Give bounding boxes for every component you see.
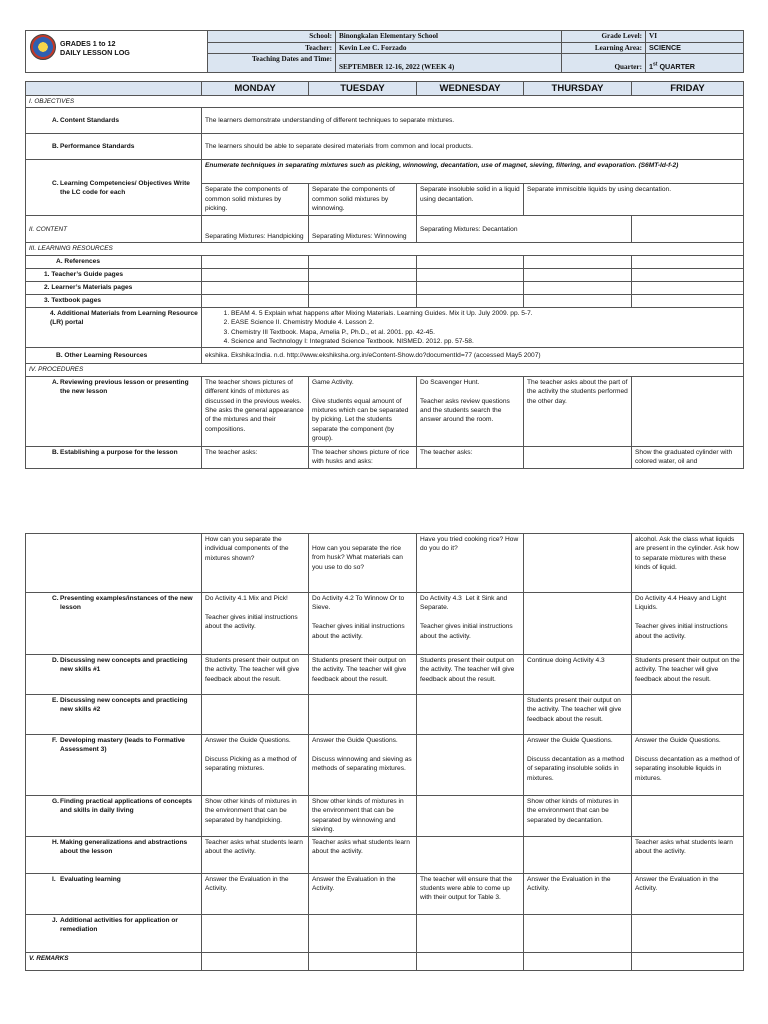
proc-b-tuesday: The teacher shows picture of rice with husks and asks:	[309, 446, 417, 468]
proc-a-thursday: The teacher asks about the part of the activity the students performed the other day.	[524, 376, 632, 446]
day-header-row	[26, 82, 744, 96]
proc-g-thursday: Show other kinds of mixtures in the environment that can be separated by decantation.	[524, 796, 632, 837]
section-resources: III. LEARNING RESOURCES	[26, 243, 744, 255]
row-learners-materials: 2. Learner’s Materials pages	[26, 281, 744, 294]
lc-wednesday: Separate insoluble solid in a liquid using decantation.	[417, 184, 524, 216]
row-content-standards: A.Content Standards The learners demonstrate understanding of different techniques to separate mixtures.	[26, 108, 744, 134]
proc-f-monday: Answer the Guide Questions. Discuss Picking as a method of separating mixtures.	[202, 735, 309, 796]
lc-monday: Separate the components of common solid mixtures by picking.	[202, 184, 309, 216]
day-monday: MONDAY	[202, 82, 309, 96]
proc-d-wednesday: Students present their output on the activity. The teacher will give feedback about the result.	[417, 655, 524, 695]
proc-h-friday: Teacher asks what students learn about the activity.	[632, 836, 744, 873]
dates-label: Teaching Dates and Time:	[208, 54, 336, 73]
proc-g-monday: Show other kinds of mixtures in the environment that can be separated by handpicking.	[202, 796, 309, 837]
proc-e-thursday: Students present their output on the activity. The teacher will give feedback about the result.	[524, 695, 632, 735]
proc-b-cont-tuesday: How can you separate the rice from husk? What materials can you use to do so?	[309, 534, 417, 593]
dates-value: SEPTEMBER 12-16, 2022 (WEEK 4)	[336, 54, 562, 73]
section-procedures: IV. PROCEDURES	[26, 364, 744, 376]
teacher-value: Kevin Lee C. Forzado	[336, 42, 562, 54]
teacher-label: Teacher:	[208, 42, 336, 54]
proc-c-wednesday: Do Activity 4.3 Let it Sink and Separate. Teacher gives initial instructions about the activity.	[417, 593, 524, 655]
row-proc-j: J. Additional activities for application or remediation	[26, 914, 744, 952]
grade-label: Grade Level:	[562, 31, 646, 43]
lc-text: Enumerate techniques in separating mixtures such as picking, winnowing, decantation, use of magnet, sieving, filtering, and evaporation. (S6MT-Id-f-2)	[202, 160, 744, 184]
row-other-resources: B. Other Learning Resources ekshika. Ekshika:India. n.d. http://www.ekshiksha.org.in/eContent-Show.do?documentId=77 (accessed May5 2007)	[26, 348, 744, 364]
row-teachers-guide: 1. Teacher’s Guide pages	[26, 268, 744, 281]
references-list	[202, 307, 744, 348]
grade-value: VI	[646, 31, 744, 43]
proc-d-thursday: Continue doing Activity 4.3	[524, 655, 632, 695]
day-thursday: THURSDAY	[524, 82, 632, 96]
proc-f-tuesday: Answer the Guide Questions. Discuss winnowing and sieving as methods of separating mixtures.	[309, 735, 417, 796]
row-proc-h: H.Making generalizations and abstractions about the lesson Teacher asks what students learn about the activity. Teacher asks what students learn about the activity. Teacher asks what students learn about the activity.	[26, 836, 744, 873]
day-wednesday: WEDNESDAY	[417, 82, 524, 96]
day-tuesday: TUESDAY	[309, 82, 417, 96]
content-wednesday: Separating Mixtures: Decantation	[417, 216, 632, 243]
row-proc-f: F. Developing mastery (leads to Formative Assessment 3) Answer the Guide Questions. Discuss Picking as a method of separating mixtures. Answer the Guide Questions. Discuss winnowing and sieving as methods of separating mixtures. Answer the Guide Questions. Discuss decantation as a method of separating insoluble solids in mixtures. Answer the Guide Questions. Discuss decantation as a method of separating insoluble liquids in mixtures.	[26, 735, 744, 796]
proc-c-tuesday: Do Activity 4.2 To Winnow Or to Sieve. Teacher gives initial instructions about the activity.	[309, 593, 417, 655]
proc-b-cont-wednesday: Have you tried cooking rice? How do you do it?	[417, 534, 524, 593]
quarter-value: 1st QUARTER	[646, 54, 744, 73]
row-learning-competencies: C.Learning Competencies/ Objectives Write the LC code for each Enumerate techniques in separating mixtures such as picking, winnowing, decantation, use of magnet, sieving, filtering, and evaporation. (S6MT-Id-f-2)	[26, 160, 744, 184]
lesson-log-page-2	[25, 533, 743, 971]
proc-b-cont-monday: How can you separate the individual components of the mixtures shown?	[202, 534, 309, 593]
proc-d-tuesday: Students present their output on the activity. The teacher will give feedback about the result.	[309, 655, 417, 695]
row-textbook: 3. Textbook pages	[26, 294, 744, 307]
area-label: Learning Area:	[562, 42, 646, 54]
lc-tuesday: Separate the components of common solid mixtures by winnowing.	[309, 184, 417, 216]
proc-c-friday: Do Activity 4.4 Heavy and Light Liquids. Teacher gives initial instructions about the activity.	[632, 593, 744, 655]
row-proc-a: A.Reviewing previous lesson or presenting the new lesson The teacher shows pictures of different kinds of mixtures as discussed in the previous weeks. She asks the general appearance of the mixtures and their compositions. Game Activity. Give students equal amount of mixtures which can be separated by picking. Let the students separate the component (by group). Do Scavenger Hunt. Teacher asks review questions and the students search the answer around the room. The teacher asks about the part of the activity the students performed the other day.	[26, 376, 744, 446]
row-proc-c: C.Presenting examples/instances of the new lesson Do Activity 4.1 Mix and Pick! Teacher gives initial instructions about the activity. Do Activity 4.2 To Winnow Or to Sieve. Teacher gives initial instructions about the activity. Do Activity 4.3 Let it Sink and Separate. Teacher gives initial instructions about the activity. Do Activity 4.4 Heavy and Light Liquids. Teacher gives initial instructions about the activity.	[26, 593, 744, 655]
proc-a-wednesday: Do Scavenger Hunt. Teacher asks review questions and the students search the answer around the room.	[417, 376, 524, 446]
proc-a-monday: The teacher shows pictures of different kinds of mixtures as discussed in the previous weeks. She asks the general appearance of the mixtures and their compositions.	[202, 376, 309, 446]
row-proc-g: G.Finding practical applications of concepts and skills in daily living Show other kinds of mixtures in the environment that can be separated by handpicking. Show other kinds of mixtures in the environment that can be separated by winnowing and sieving. Show other kinds of mixtures in the environment that can be separated by decantation.	[26, 796, 744, 837]
proc-a-tuesday: Game Activity. Give students equal amount of mixtures which can be separated by picking. Let the students separate the component (by group).	[309, 376, 417, 446]
row-remarks	[26, 952, 744, 970]
section-objectives: I. OBJECTIVES	[26, 96, 744, 108]
school-value: Binongkalan Elementary School	[336, 31, 562, 43]
row-performance-standards: B.Performance Standards The learners should be able to separate desired materials from common and local products.	[26, 134, 744, 160]
lesson-table-2	[25, 533, 744, 971]
proc-c-monday: Do Activity 4.1 Mix and Pick! Teacher gives initial instructions about the activity.	[202, 593, 309, 655]
row-references: A. References	[26, 255, 744, 268]
proc-d-monday: Students present their output on the activity. The teacher will give feedback about the result.	[202, 655, 309, 695]
proc-i-monday: Answer the Evaluation in the Activity.	[202, 873, 309, 914]
quarter-label: Quarter:	[562, 54, 646, 73]
proc-i-tuesday: Answer the Evaluation in the Activity.	[309, 873, 417, 914]
performance-standards-text: The learners should be able to separate desired materials from common and local products.	[202, 134, 744, 160]
row-proc-b: B.Establishing a purpose for the lesson The teacher asks: The teacher shows picture of rice with husks and asks: The teacher asks: Show the graduated cylinder with colored water, oil and	[26, 446, 744, 468]
reference-item: 4. Science and Technology I: Integrated Science Textbook. NISMED. 2012. pp. 57-58.	[231, 337, 740, 346]
lesson-log-page-1	[25, 30, 743, 469]
proc-b-friday: Show the graduated cylinder with colored water, oil and	[632, 446, 744, 468]
proc-i-thursday: Answer the Evaluation in the Activity.	[524, 873, 632, 914]
content-standards-text: The learners demonstrate understanding of different techniques to separate mixtures.	[202, 108, 744, 134]
reference-item: 1. BEAM 4. 5 Explain what happens after Mixing Materials. Learning Guides. Mix it Up. July 2009. pp. 5-7.	[231, 309, 740, 318]
proc-b-wednesday: The teacher asks:	[417, 446, 524, 468]
row-proc-e: E. Discussing new concepts and practicing new skills #2 Students present their output on the activity. The teacher will give feedback about the result.	[26, 695, 744, 735]
proc-b-cont-friday: alcohol. Ask the class what liquids are present in the cylinder. Ask how to separate mixtures with these kinds of liquid.	[632, 534, 744, 593]
row-content: II. CONTENT Separating Mixtures: Handpicking Separating Mixtures: Winnowing Separating Mixtures: Decantation	[26, 216, 744, 243]
lesson-table-1	[25, 81, 744, 469]
school-label: School:	[208, 31, 336, 43]
row-additional-materials: 4. Additional Materials from Learning Resource (LR) portal 1. BEAM 4. 5 Explain what happens after Mixing Materials. Learning Guides. Mix it Up. July 2009. pp. 5-7. 2. EASE Science II. Chemistry Module 4. Lesson 2. 3. Chemistry III Textbook. Mapa, Amelia P., Ph.D., et al. 2001. pp. 42-45. 4. Science and Technology I: Integrated Science Textbook. NISMED. 2012. pp. 57-58.	[26, 307, 744, 348]
proc-d-friday: Students present their output on the activity. The teacher will give feedback about the result.	[632, 655, 744, 695]
content-tuesday: Separating Mixtures: Winnowing	[309, 216, 417, 243]
row-proc-i: I. Evaluating learning Answer the Evaluation in the Activity. Answer the Evaluation in the Activity. The teacher will ensure that the students were able to come up with their output for Table 3. Answer the Evaluation in the Activity. Answer the Evaluation in the Activity.	[26, 873, 744, 914]
proc-h-tuesday: Teacher asks what students learn about the activity.	[309, 836, 417, 873]
reference-item: 3. Chemistry III Textbook. Mapa, Amelia P., Ph.D., et al. 2001. pp. 42-45.	[231, 328, 740, 337]
other-resources-text: ekshika. Ekshika:India. n.d. http://www.ekshiksha.org.in/eContent-Show.do?documentId=77 (accessed May5 2007)	[202, 348, 744, 364]
proc-f-friday: Answer the Guide Questions. Discuss decantation as a method of separating insoluble liquids in mixtures.	[632, 735, 744, 796]
lc-thursday: Separate immiscible liquids by using decantation.	[524, 184, 744, 216]
proc-g-tuesday: Show other kinds of mixtures in the environment that can be separated by winnowing and sieving.	[309, 796, 417, 837]
proc-f-thursday: Answer the Guide Questions. Discuss decantation as a method of separating insoluble solids in mixtures.	[524, 735, 632, 796]
area-value: SCIENCE	[646, 42, 744, 54]
row-proc-b-cont	[26, 534, 744, 593]
proc-h-monday: Teacher asks what students learn about the activity.	[202, 836, 309, 873]
header-table	[25, 30, 744, 73]
day-friday: FRIDAY	[632, 82, 744, 96]
row-proc-d: D.Discussing new concepts and practicing new skills #1 Students present their output on the activity. The teacher will give feedback about the result. Students present their output on the activity. The teacher will give feedback about the result. Students present their output on the activity. The teacher will give feedback about the result. Continue doing Activity 4.3 Students present their output on the activity. The teacher will give feedback about the result.	[26, 655, 744, 695]
section-remarks: V. REMARKS	[26, 952, 202, 970]
content-monday: Separating Mixtures: Handpicking	[202, 216, 309, 243]
program-title: GRADES 1 to 12 DAILY LESSON LOG	[26, 31, 208, 73]
proc-i-friday: Answer the Evaluation in the Activity.	[632, 873, 744, 914]
proc-i-wednesday: The teacher will ensure that the students were able to come up with their output for Table 3.	[417, 873, 524, 914]
deped-seal-icon	[30, 34, 56, 60]
reference-item: 2. EASE Science II. Chemistry Module 4. Lesson 2.	[231, 318, 740, 327]
proc-b-monday: The teacher asks:	[202, 446, 309, 468]
